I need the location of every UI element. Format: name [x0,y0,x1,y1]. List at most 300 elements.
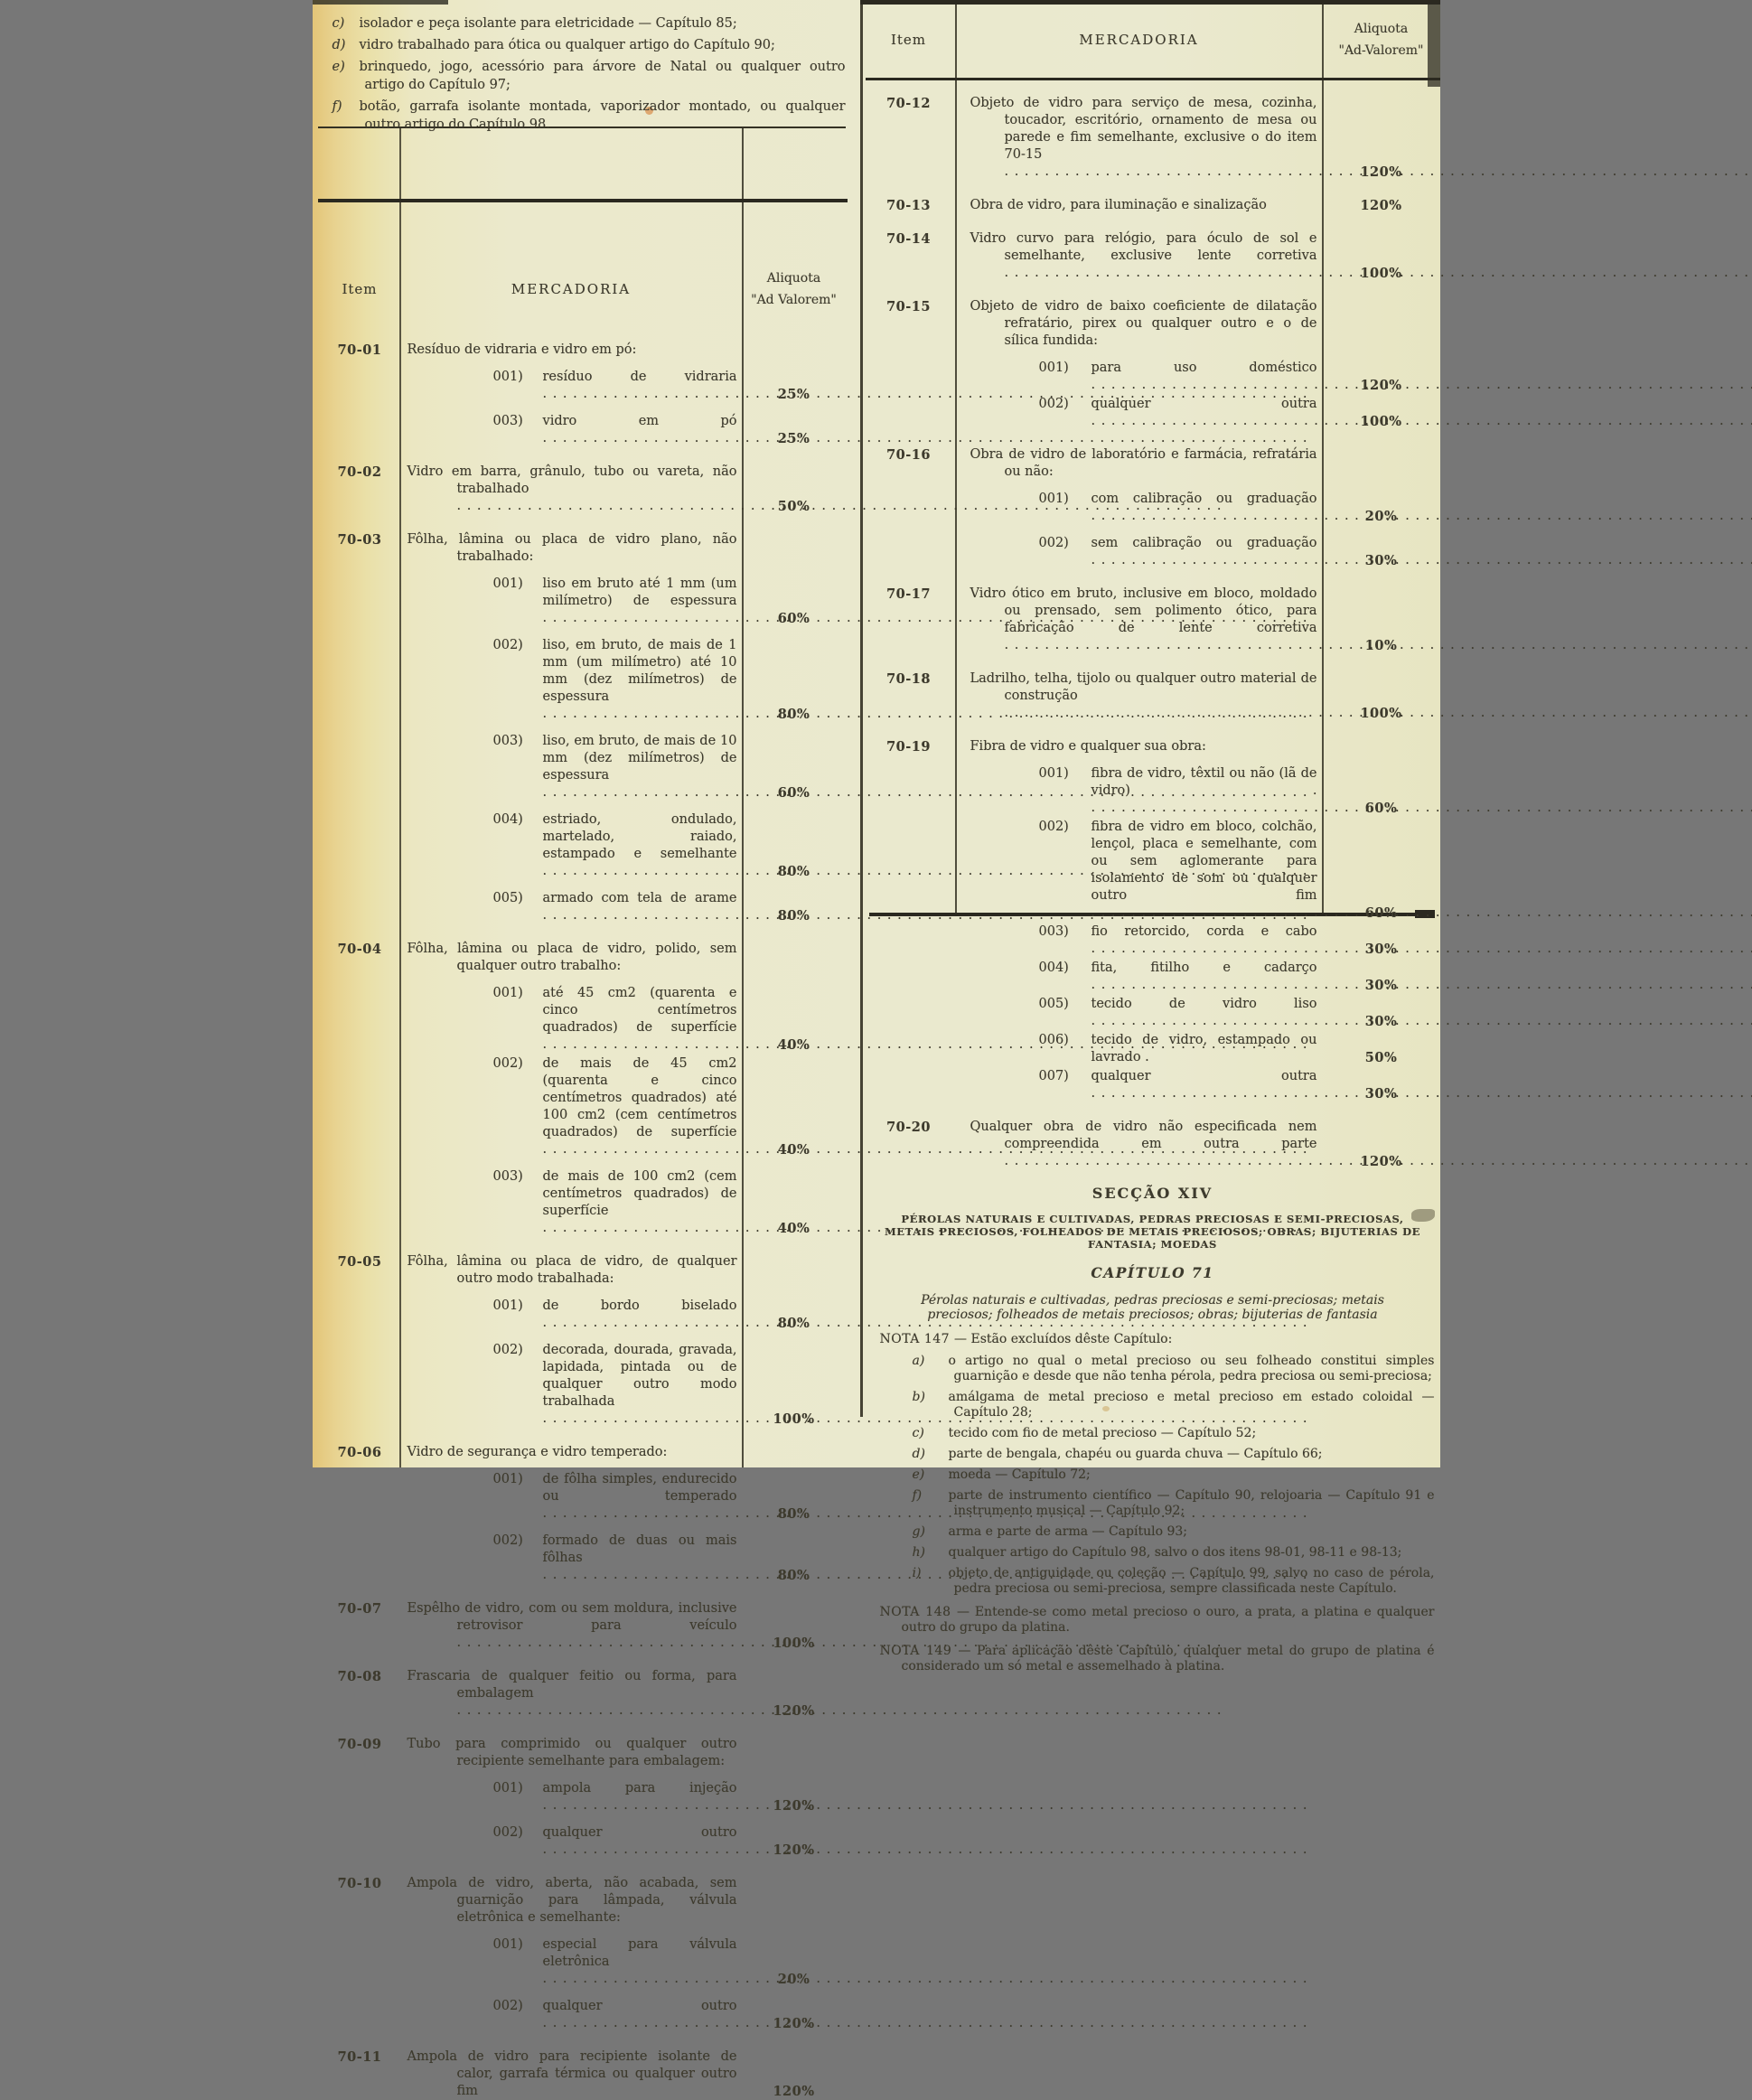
item-code: 70-03 [337,532,382,548]
tariff-row [320,531,846,924]
merchandise-text [400,733,743,802]
nota-label: NOTA 147 [879,1332,955,1346]
tariff-entry [956,586,1440,654]
rate-value: 120% [773,1842,815,1858]
rate-value: 120% [1360,378,1402,393]
item-code: 70-02 [337,464,382,480]
sub-item-code: 003) [492,734,523,748]
item-code: 70-04 [337,942,382,957]
chapter-exclusion-list [320,9,846,134]
merchandise-text [400,2048,743,2100]
item-code: 70-09 [337,1737,382,1752]
merchandise-text [400,1533,743,1584]
rate-value: 80% [777,707,810,722]
header-mercadoria: MERCADORIA [1079,31,1199,48]
tariff-entry [400,1736,846,1770]
merchandise-label: Fôlha, lâmina ou placa de vidro, de qualquer outro modo trabalhada: [407,1254,737,1286]
sub-item-code: 001) [492,1781,523,1795]
tariff-entry [956,491,1440,525]
tariff-entry [400,1875,846,1927]
nota-paragraph [871,1644,1435,1674]
merchandise-label: fibra de vidro, têxtil ou não (lã de vidro) . [1091,766,1317,798]
item-code: 70-15 [886,299,931,314]
merchandise-text [956,360,1323,394]
tariff-row [320,941,846,1237]
tariff-row [320,1736,846,1859]
exclusion-item-label: f) [332,99,342,114]
rate-value: 120% [1360,164,1402,180]
rate-value: 50% [777,499,810,514]
rate-value: 40% [777,1142,810,1158]
sub-item-code: 001) [1038,492,1069,506]
tariff-entry [400,369,846,403]
item-code: 70-01 [337,342,382,358]
rate-value: 120% [773,2084,815,2099]
item-code: 70-16 [886,447,931,463]
tariff-row [320,2048,846,2100]
nota-item-text: tecido com fio de metal precioso — Capítulo 52; [948,1426,1257,1440]
right-column [862,0,1440,1674]
merchandise-text [956,1119,1323,1170]
sub-item-code: 001) [492,986,523,1000]
merchandise-label: ampola para injeção [542,1781,737,1795]
tariff-row [862,446,1440,569]
tariff-entry [956,535,1440,569]
merchandise-text [400,1600,743,1652]
scanned-tariff-page [313,0,1440,2099]
nota-text: — Para aplicação dêste Capítulo, qualquer metal do grupo de platina é considerado um só metal e assemelhado à platina. [901,1644,1435,1673]
rate-value: 80% [777,1316,810,1331]
sub-item-code: 004) [1038,961,1069,975]
nota-item-text: amálgama de metal precioso e metal precioso em estado coloidal — Capítulo 28; [948,1390,1435,1420]
tariff-row [320,342,846,447]
tariff-entry [400,531,846,566]
tariff-row [320,1444,846,1584]
nota-text: — Estão excluídos dêste Capítulo: [954,1332,1173,1346]
merchandise-label: formado de duas ou mais fôlhas [542,1533,737,1565]
section-title: SECÇÃO XIV [1091,1185,1213,1202]
merchandise-label: Objeto de vidro para serviço de mesa, cozinha, toucador, escritório, ornamento de mesa ou parede e fim semelhante, exclusive o do item 70-15 [970,96,1317,162]
tariff-entry [400,733,846,802]
merchandise-label: Ampola de vidro para recipiente isolante de calor, garrafa térmica ou qualquer outro fim [407,2049,737,2098]
sub-item-code: 002) [492,1999,523,2013]
tariff-entry [956,360,1440,394]
nota-item-text: parte de instrumento científico — Capítulo 90, relojoaria — Capítulo 91 e instrumento musical — Capítulo 92; [948,1488,1435,1518]
merchandise-text [400,985,743,1054]
exclusion-item-text: vidro trabalhado para ótica ou qualquer artigo do Capítulo 90; [359,38,775,52]
nota-item [871,1390,1435,1420]
tariff-entry [956,95,1440,181]
tariff-entry [400,1298,846,1332]
tariff-entry [400,1471,846,1523]
tariff-entry [400,985,846,1054]
nota-item [871,1447,1435,1462]
merchandise-text [956,446,1323,481]
tariff-entry [400,1342,846,1428]
merchandise-label: Fôlha, lâmina ou placa de vidro, polido, sem qualquer outro trabalho: [407,942,737,973]
merchandise-cell [956,670,1440,722]
left-table-body [320,342,846,2100]
merchandise-text [400,1168,743,1237]
sub-item-code: 004) [492,812,523,827]
merchandise-text [400,637,743,723]
rate-value: 120% [773,1703,815,1719]
merchandise-label: qualquer outro [542,1825,737,1840]
tariff-entry [400,576,846,627]
merchandise-text [400,1998,743,2032]
nota-item-text: parte de bengala, chapéu ou guarda chuva — Capítulo 66; [948,1447,1323,1461]
merchandise-label: fita, fitilho e cadarço [1091,961,1317,975]
nota-item-list [871,1354,1435,1597]
merchandise-text [400,1298,743,1332]
exclusion-item [333,14,846,33]
merchandise-label: qualquer outro [542,1999,737,2013]
rate-value: 50% [1364,1050,1398,1065]
merchandise-text [956,197,1323,214]
item-code: 70-17 [886,586,931,602]
exclusion-item-label: c) [332,16,345,31]
merchandise-label: armado com tela de arame [542,891,737,905]
tariff-entry [400,1600,846,1652]
rate-value: 100% [1360,266,1402,281]
item-code: 70-10 [337,1876,382,1891]
sub-item-code: 002) [492,1056,523,1071]
sub-item-code: 001) [1038,361,1069,375]
merchandise-label: Obra de vidro, para iluminação e sinalização [970,198,1267,212]
header-aliquota-line1: Aliquota [766,271,821,286]
tariff-entry [400,1668,846,1720]
sub-item-code: 002) [492,1533,523,1548]
tariff-entry [956,230,1440,282]
merchandise-text [956,923,1323,958]
merchandise-text [956,298,1323,350]
merchandise-label: tecido de vidro liso [1091,997,1317,1011]
exclusion-item [333,36,846,54]
chapter-heading: CAPÍTULO 71 [1091,1264,1214,1281]
rate-value: 100% [1360,706,1402,721]
tariff-entry [956,738,1440,755]
sub-item-code: 002) [1038,536,1069,550]
rate-value: 40% [777,1037,810,1053]
merchandise-cell [400,531,846,924]
right-table-body [862,95,1440,1170]
tariff-entry [956,923,1440,958]
merchandise-text [400,811,743,880]
sub-item-code: 001) [492,1472,523,1486]
nota-item-text: moeda — Capítulo 72; [948,1467,1091,1482]
tariff-entry [400,413,846,447]
merchandise-text [400,369,743,403]
merchandise-label: tecido de vidro, estampado ou lavrado . [1091,1033,1317,1064]
merchandise-label: qualquer outra [1091,1069,1317,1083]
merchandise-label: sem calibração ou graduação [1091,536,1317,550]
merchandise-label: liso, em bruto, de mais de 1 mm (um milímetro) até 10 mm (dez milímetros) de espessura [542,638,737,704]
tariff-row [862,95,1440,181]
nota-paragraph [871,1605,1435,1636]
item-code: 70-07 [337,1601,382,1617]
merchandise-cell [400,2048,846,2100]
rate-value: 60% [777,611,810,626]
nota-item-label: b) [912,1390,925,1404]
merchandise-label: de mais de 100 cm2 (cem centímetros quadrados) de superfície [542,1169,737,1218]
merchandise-label: Qualquer obra de vidro não especificada nem compreendida em outra parte [970,1120,1317,1151]
merchandise-text [400,1471,743,1523]
item-code: 70-19 [886,739,931,755]
item-code: 70-13 [886,198,931,213]
merchandise-label: liso, em bruto, de mais de 10 mm (dez milímetros) de espessura [542,734,737,783]
rate-value: 80% [777,1568,810,1583]
nota-item-label: d) [912,1447,925,1461]
merchandise-text [956,491,1323,525]
tariff-entry [400,811,846,880]
merchandise-text [956,819,1323,922]
sub-item-code: 001) [492,370,523,384]
merchandise-cell [400,1444,846,1584]
merchandise-label: Espêlho de vidro, com ou sem moldura, inclusive retrovisor para veículo [407,1601,737,1633]
rate-value: 10% [1364,638,1398,653]
merchandise-text [400,464,743,515]
merchandise-cell [400,1736,846,1859]
tariff-row [862,738,1440,1102]
merchandise-cell [400,1253,846,1428]
merchandise-label: para uso doméstico [1091,361,1317,375]
tariff-entry [956,396,1440,430]
tariff-entry [400,941,846,975]
merchandise-label: Resíduo de vidraria e vidro em pó: [407,342,637,357]
merchandise-text [400,1875,743,1927]
tariff-entry [400,2048,846,2100]
sub-item-code: 001) [492,577,523,591]
merchandise-text [400,1055,743,1158]
nota-item-label: f) [912,1488,923,1503]
merchandise-text [400,342,743,359]
rate-value: 60% [777,785,810,801]
rate-value: 100% [773,1636,815,1651]
merchandise-text [956,396,1323,430]
merchandise-text [400,576,743,627]
right-tariff-table [862,0,1440,1170]
item-code: 70-11 [337,2049,382,2065]
tariff-row [862,298,1440,430]
merchandise-label: Frascaria de qualquer feitio ou forma, para embalagem [407,1669,737,1701]
merchandise-label: com calibração ou graduação [1091,492,1317,506]
item-code: 70-05 [337,1254,382,1270]
merchandise-cell [400,1668,846,1720]
item-code: 70-20 [886,1120,931,1135]
merchandise-label: de fôlha simples, endurecido ou temperado [542,1472,737,1504]
sub-item-code: 003) [492,414,523,428]
nota-label: NOTA 149 [879,1644,959,1658]
merchandise-label: Vidro em barra, grânulo, tubo ou vareta, não trabalhado [407,464,737,496]
rate-value: 30% [1364,978,1398,993]
rate-value: 120% [773,1798,815,1814]
merchandise-cell [956,1119,1440,1170]
tariff-row [320,1253,846,1428]
sub-item-code: 007) [1038,1069,1069,1083]
tariff-entry [956,1068,1440,1102]
sub-item-code: 002) [492,1825,523,1840]
merchandise-label: Ampola de vidro, aberta, não acabada, sem guarnição para lâmpada, válvula eletrônica e semelhante: [407,1876,737,1925]
merchandise-label: fio retorcido, corda e cabo [1091,924,1317,939]
left-table-header [320,253,846,325]
nota-text: — Entende-se como metal precioso o ouro, a prata, a platina e qualquer outro do grupo da platina. [901,1605,1435,1635]
tariff-entry [956,298,1440,350]
merchandise-label: Vidro curvo para relógio, para óculo de sol e semelhante, exclusive lente corretiva [970,231,1317,263]
tariff-entry [400,342,846,359]
item-code: 70-08 [337,1669,382,1684]
merchandise-label: qualquer outra [1091,397,1317,411]
rate-value: 80% [777,864,810,879]
exclusion-item-text: brinquedo, jogo, acessório para árvore de Natal ou qualquer outro artigo do Capítulo 97; [359,60,846,92]
exclusion-item-text: isolador e peça isolante para eletricidade — Capítulo 85; [359,16,737,31]
tariff-row [320,1668,846,1720]
header-aliquota-line1: Aliquota [1354,21,1409,36]
nota-item-label: a) [912,1354,925,1368]
tariff-entry [400,1444,846,1461]
merchandise-text [400,531,743,566]
rate-value: 100% [1360,414,1402,429]
merchandise-text [400,890,743,924]
merchandise-text [956,1068,1323,1102]
tariff-entry [400,464,846,515]
merchandise-label: Ladrilho, telha, tijolo ou qualquer outro material de construção [970,671,1317,703]
merchandise-cell [956,586,1440,654]
tariff-entry [400,1168,846,1237]
tariff-entry [956,819,1440,922]
item-code: 70-12 [886,96,931,111]
sub-item-code: 002) [492,638,523,652]
rate-value: 120% [1360,1154,1402,1169]
merchandise-label: Objeto de vidro de baixo coeficiente de dilatação refratário, pirex ou qualquer outro e o de sílica fundida: [970,299,1317,348]
tariff-entry [956,446,1440,481]
tariff-entry [400,1998,846,2032]
merchandise-label: estriado, ondulado, martelado, raiado, estampado e semelhante [542,812,737,861]
header-aliquota-line2: "Ad-Valorem" [1338,42,1424,58]
exclusion-item [333,98,846,134]
merchandise-cell [956,298,1440,430]
rate-value: 20% [1364,509,1398,524]
item-code: 70-14 [886,231,931,247]
tariff-entry [400,1533,846,1584]
tariff-entry [956,960,1440,994]
tariff-row [320,1600,846,1652]
tariff-entry [956,197,1440,214]
sub-item-code: 005) [1038,997,1069,1011]
merchandise-text [400,1824,743,1859]
nota-item [871,1566,1435,1597]
rate-value: 30% [1364,553,1398,568]
merchandise-text [400,1668,743,1720]
exclusion-item-label: e) [332,60,345,74]
merchandise-cell [400,342,846,447]
merchandise-text [400,941,743,975]
merchandise-cell [956,230,1440,282]
merchandise-text [956,95,1323,181]
merchandise-cell [956,738,1440,1102]
merchandise-text [400,1780,743,1814]
merchandise-text [956,738,1323,755]
rate-value: 80% [777,908,810,923]
merchandise-text [400,1253,743,1288]
nota-label: NOTA 148 [879,1605,957,1619]
rate-value: 60% [1364,801,1398,816]
left-column [320,9,846,2100]
tariff-entry [400,1055,846,1158]
merchandise-label: Vidro de segurança e vidro temperado: [407,1445,668,1459]
exclusion-item-text: botão, garrafa isolante montada, vaporizador montado, ou qualquer outro artigo do Capítulo 98. [359,99,846,132]
merchandise-label: de bordo biselado [542,1298,737,1313]
tariff-entry [956,996,1440,1030]
nota-item-label: e) [912,1467,925,1482]
merchandise-cell [956,446,1440,569]
item-code: 70-18 [886,671,931,687]
rate-value: 120% [1360,198,1402,213]
tariff-entry [400,890,846,924]
nota-item-text: qualquer artigo do Capítulo 98, salvo o dos itens 98-01, 98-11 e 98-13; [948,1545,1402,1560]
merchandise-cell [400,464,846,515]
scan-edge-artifact [313,0,448,5]
nota-item-label: c) [912,1426,924,1440]
merchandise-text [956,230,1323,282]
sub-item-code: 003) [1038,924,1069,939]
merchandise-text [956,1032,1323,1066]
item-code: 70-06 [337,1445,382,1460]
sub-item-code: 003) [492,1169,523,1184]
merchandise-label: Vidro ótico em bruto, inclusive em bloco, moldado ou prensado, sem polimento ótico, para fabricação de lente corretiva [970,586,1317,635]
rate-value: 25% [777,431,810,446]
nota-item-label: i) [912,1566,922,1580]
merchandise-cell [956,95,1440,181]
sub-item-code: 002) [1038,820,1069,834]
sub-item-code: 001) [492,1298,523,1313]
sub-item-code: 001) [492,1937,523,1952]
rate-value: 30% [1364,1014,1398,1029]
merchandise-label: especial para válvula eletrônica [542,1937,737,1969]
merchandise-cell [400,1875,846,2032]
sub-item-code: 002) [492,1343,523,1357]
merchandise-cell [400,941,846,1237]
merchandise-label: Tubo para comprimido ou qualquer outro recipiente semelhante para embalagem: [407,1737,737,1768]
tariff-row [862,197,1440,214]
nota-item [871,1488,1435,1519]
tariff-entry [400,637,846,723]
sub-item-code: 002) [1038,397,1069,411]
merchandise-text [956,996,1323,1030]
tariff-row [862,1119,1440,1170]
merchandise-label: liso em bruto até 1 mm (um milímetro) de espessura [542,577,737,608]
merchandise-label: Fôlha, lâmina ou placa de vidro plano, não trabalhado: [407,532,737,564]
header-mercadoria: MERCADORIA [511,281,632,297]
section-xiv [862,1185,1440,1674]
tariff-row [320,1875,846,2032]
tariff-entry [956,1032,1440,1066]
nota-item [871,1524,1435,1540]
left-tariff-table [320,253,846,2100]
merchandise-label: de mais de 45 cm2 (quarenta e cinco centímetros quadrados) até 100 cm2 (cem centímetros quadrados) de superfície [542,1056,737,1139]
merchandise-label: Fibra de vidro e qualquer sua obra: [970,739,1206,754]
header-item: Item [890,31,927,48]
tariff-row [862,230,1440,282]
tariff-row [320,464,846,515]
sub-item-code: 005) [492,891,523,905]
merchandise-text [956,765,1323,817]
merchandise-label: até 45 cm2 (quarenta e cinco centímetros quadrados) de superfície [542,986,737,1035]
section-subtitle: PÉROLAS NATURAIS E CULTIVADAS, PEDRAS PRECIOSAS E SEMI-PRECIOSAS, METAIS PRECIOSOS, FOLHEADOS DE METAIS PRECIOSOS; OBRAS; BIJUTERIAS DE FANTASIA; MOEDAS [884,1213,1421,1251]
tariff-entry [400,1824,846,1859]
tariff-entry [956,670,1440,722]
tariff-row [862,586,1440,654]
merchandise-text [956,960,1323,994]
